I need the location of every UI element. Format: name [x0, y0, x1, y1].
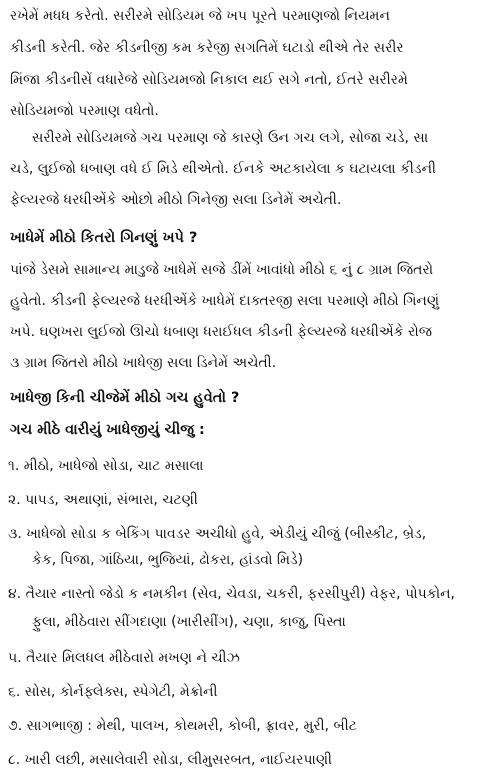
list-item: ૧. મીઠો, ખાધેજો સોડા, ચાટ મસાલા [8, 458, 204, 474]
list-item: ૬. સોસ, કોર્નફ્લેક્સ, સ્પેગેટી, મેક્રોની [8, 684, 218, 700]
paragraph-line: મિંજા કીડનીસેં વધારેજે સોડિયમજો નિકાલ થઈ સગે નતો, ઈતરે સરીરમે [10, 72, 408, 88]
list-item-continuation: ફુલા, મીઠેવારા સીંગદાણા (ખારીસીંગ), ચણા, કાજુ, પિસ્તા [32, 614, 346, 630]
list-item-continuation: કેક, પિજા, ગાંઠિયા, ભુજિયાં, ઢોકરા, હાંડવો મિડે) [32, 552, 304, 568]
paragraph-line: રખેમેં મધધ કરેતો. સરીરમે સોડિયમ જે ખપ પૂરતે પરમાણજો નિયમન [10, 8, 390, 24]
paragraph-line: સરીરમે સોડિયમજે ગચ પરમાણ જે કારણે ઉન ગચ લગે, સોજા ચડે, સા [32, 130, 429, 146]
list-item: ૪. તૈયાર નાસ્તો જેડો ક નમકીન (સેવ, ચેવડા, ચકરી, ફરસીપુરી) વેફર, પોપકોન, [8, 586, 455, 602]
paragraph-line: હુવેતો. કીડની ફેલ્યરજે ધરધીએંકે ખાધેમેં દાક્તરજી સલા પરમાણે મીઠો ગિનણું [10, 293, 440, 309]
paragraph-line: ચડે, લુઈજો ધબાણ વધે ઈ મિડે થીએતો. ઈનકે અટકાયેલા ક ઘટાયલા કીડની [10, 161, 437, 177]
paragraph-line: પાંજે ડેસમે સામાન્ય માડુજે ખાધેમેં સજે ડીંમેં ખાવાંધો મીઠો ૬ નું ૮ ગ્રામ જિતરો [10, 262, 434, 278]
paragraph-line: સોડિયમજો પરમાણ વધેતો. [10, 103, 159, 119]
section-heading: ખાધેજી કિની ચીજેમેં મીઠો ગચ હુવેતો ? [10, 390, 240, 406]
paragraph-line: ૩ ગ્રામ જિતરો મીઠો ખાધેજી સલા ડિનેમેં અચેતી. [10, 355, 277, 371]
paragraph-line: ફેલ્યરજે ધરધીએંકે ઓછો મીઠો ગિનેજી સલા ડિનેમેં અચેતી. [10, 192, 342, 208]
list-item: ૩. ખાધેજો સોડા ક બેકિંગ પાવડર અચીધો હુવે, એડીયું ચીજું (બીસ્કીટ, બ્રેડ, [8, 526, 427, 542]
list-item: ૮. ખારી લછી, મસાલેવારી સોડા, લીમુસરબત, નાઈયરપાણી [8, 752, 333, 768]
paragraph-line: ખપે. ઘણખરા લુઈજો ઊચો ધબાણ ધરાઈધલ કીડની ફેલ્યરજે ધરધીએંકે રોજ [10, 324, 432, 340]
list-item: ૫. તૈયાર મિલધલ મીઠેવારો મખણ ને ચીઝ [8, 650, 240, 666]
section-heading: ખાધેમેં મીઠો કિતરો ગિનણું ખપે ? [10, 230, 198, 246]
paragraph-line: કીડની કરેતી. જેર કીડનીજી કમ કરેજી સગતિમેં ઘટાડો થીએ તેર સરીર [10, 40, 404, 56]
list-item: ૨. પાપડ, અથાણાં, સંભારા, ચટણી [8, 492, 198, 508]
list-heading: ગચ મીઠે વારીયું ખાધેજીયું ચીજુ : [10, 422, 205, 438]
list-item: ૭. સાગભાજી : મેથી, પાલખ, કોથમરી, કોબી, ફ્રાવર, મુરી, બીટ [8, 718, 357, 734]
